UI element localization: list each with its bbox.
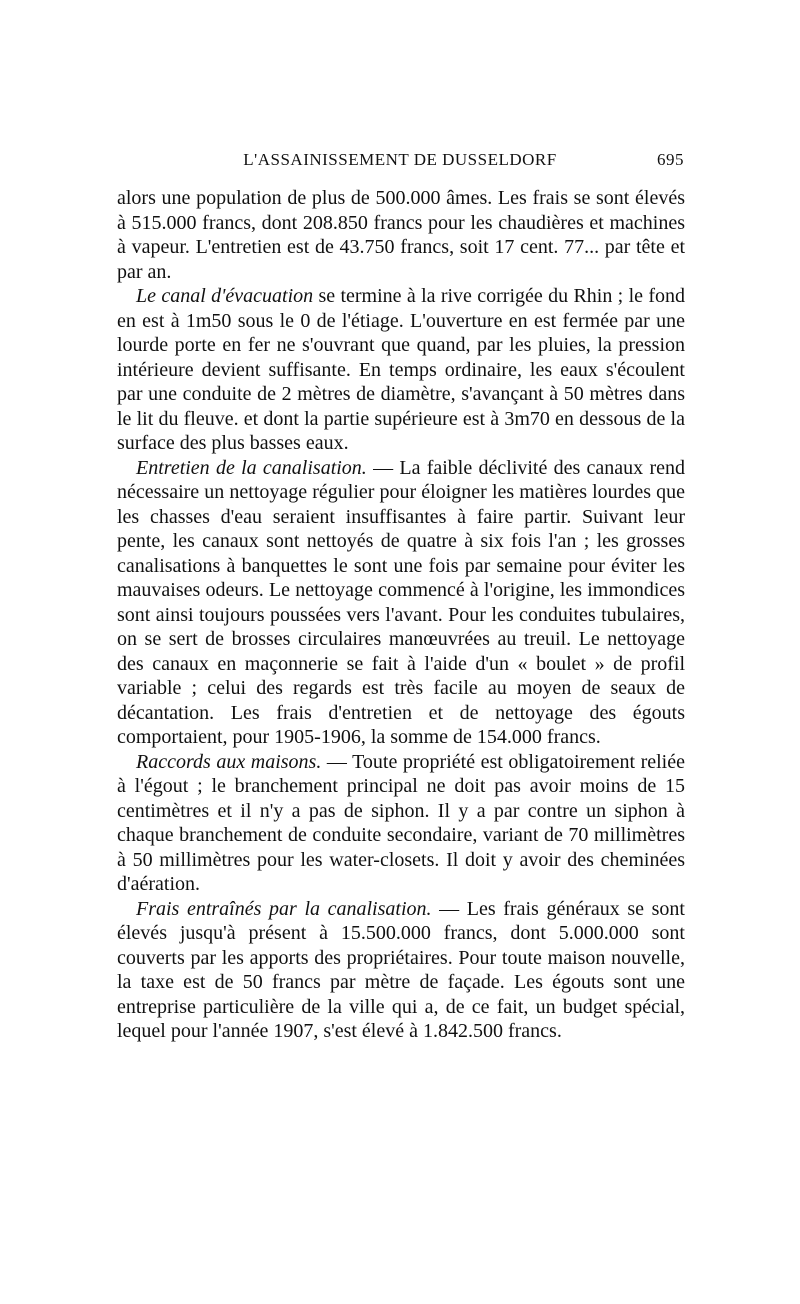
paragraph-text: — La faible déclivité des canaux rend nécessaire un nettoyage régulier pour éloigner les matières lourdes que les chasses d'eau seraient insuffisantes à faire partir. Suivant leur pente, les canaux sont nettoyés de quatre à six fois l'an ; les grosses canalisations à banquettes le sont une fois par semaine pour éviter les mauvaises odeurs. Le nettoyage commencé à l'origine, les immondices sont ainsi toujours poussées vers l'avant. Pour les conduites tubulaires, on se sert de brosses circulaires manœuvrées au treuil. Le nettoyage des canaux en maçonnerie se fait à l'aide d'un « boulet » de profil variable ; celui des regards est très facile au moyen de seaux de décantation. Les frais d'entretien et de nettoyage des égouts comportaient, pour 1905-1906, la somme de 154.000 francs. <box>117 456 685 748</box>
running-title: L'ASSAINISSEMENT DE DUSSELDORF <box>243 150 557 169</box>
paragraph-text: alors une population de plus de 500.000 âmes. Les frais se sont élevés à 515.000 francs, dont 208.850 francs pour les chaudières et machines à vapeur. L'entretien est de 43.750 francs, soit 17 cent. 77... par tête et par an. <box>117 187 685 283</box>
page-body <box>117 186 685 1044</box>
paragraph-canal-evacuation <box>117 284 685 456</box>
page-number: 695 <box>657 150 684 169</box>
paragraph-text: se termine à la rive corrigée du Rhin ; le fond en est à 1m50 sous le 0 de l'étiage. L'ouverture en est fermée par une lourde porte en fer ne s'ouvrant que quand, par les pluies, la pression intérieure devient suffisante. En temps ordinaire, les eaux s'écoulent par une conduite de 2 mètres de diamètre, s'avançant à 50 mètres dans le lit du fleuve. et dont la partie supérieure est à 3m70 en dessous de la surface des plus basses eaux. <box>117 285 685 454</box>
paragraph-lead: Le canal d'évacuation <box>136 285 314 307</box>
paragraph-text: — Toute propriété est obligatoirement reliée à l'égout ; le branchement principal ne doit pas avoir moins de 15 centimètres et il n'y a pas de siphon. Il y a par contre un siphon à chaque branchement de conduite secondaire, variant de 70 millimètres à 50 millimètres pour les water-closets. Il doit y avoir des cheminées d'aération. <box>117 750 685 895</box>
running-header <box>116 150 684 172</box>
paragraph-continuation <box>117 186 685 284</box>
paragraph-frais <box>117 897 685 1044</box>
paragraph-entretien <box>117 456 685 750</box>
paragraph-lead: Raccords aux maisons. <box>136 750 322 773</box>
paragraph-text: — Les frais généraux se sont élevés jusqu'à présent à 15.500.000 francs, dont 5.000.000 sont couverts par les apports des propriétaires. Pour toute maison nouvelle, la taxe est de 50 francs par mètre de façade. Les égouts sont une entreprise particulière de la ville qui a, de ce fait, un budget spécial, lequel pour l'année 1907, s'est élevé à 1.842.500 francs. <box>117 897 685 1042</box>
paragraph-lead: Frais entraînés par la canalisation. <box>136 897 432 920</box>
paragraph-lead: Entretien de la canalisation. <box>136 456 367 479</box>
paragraph-raccords <box>117 750 685 897</box>
